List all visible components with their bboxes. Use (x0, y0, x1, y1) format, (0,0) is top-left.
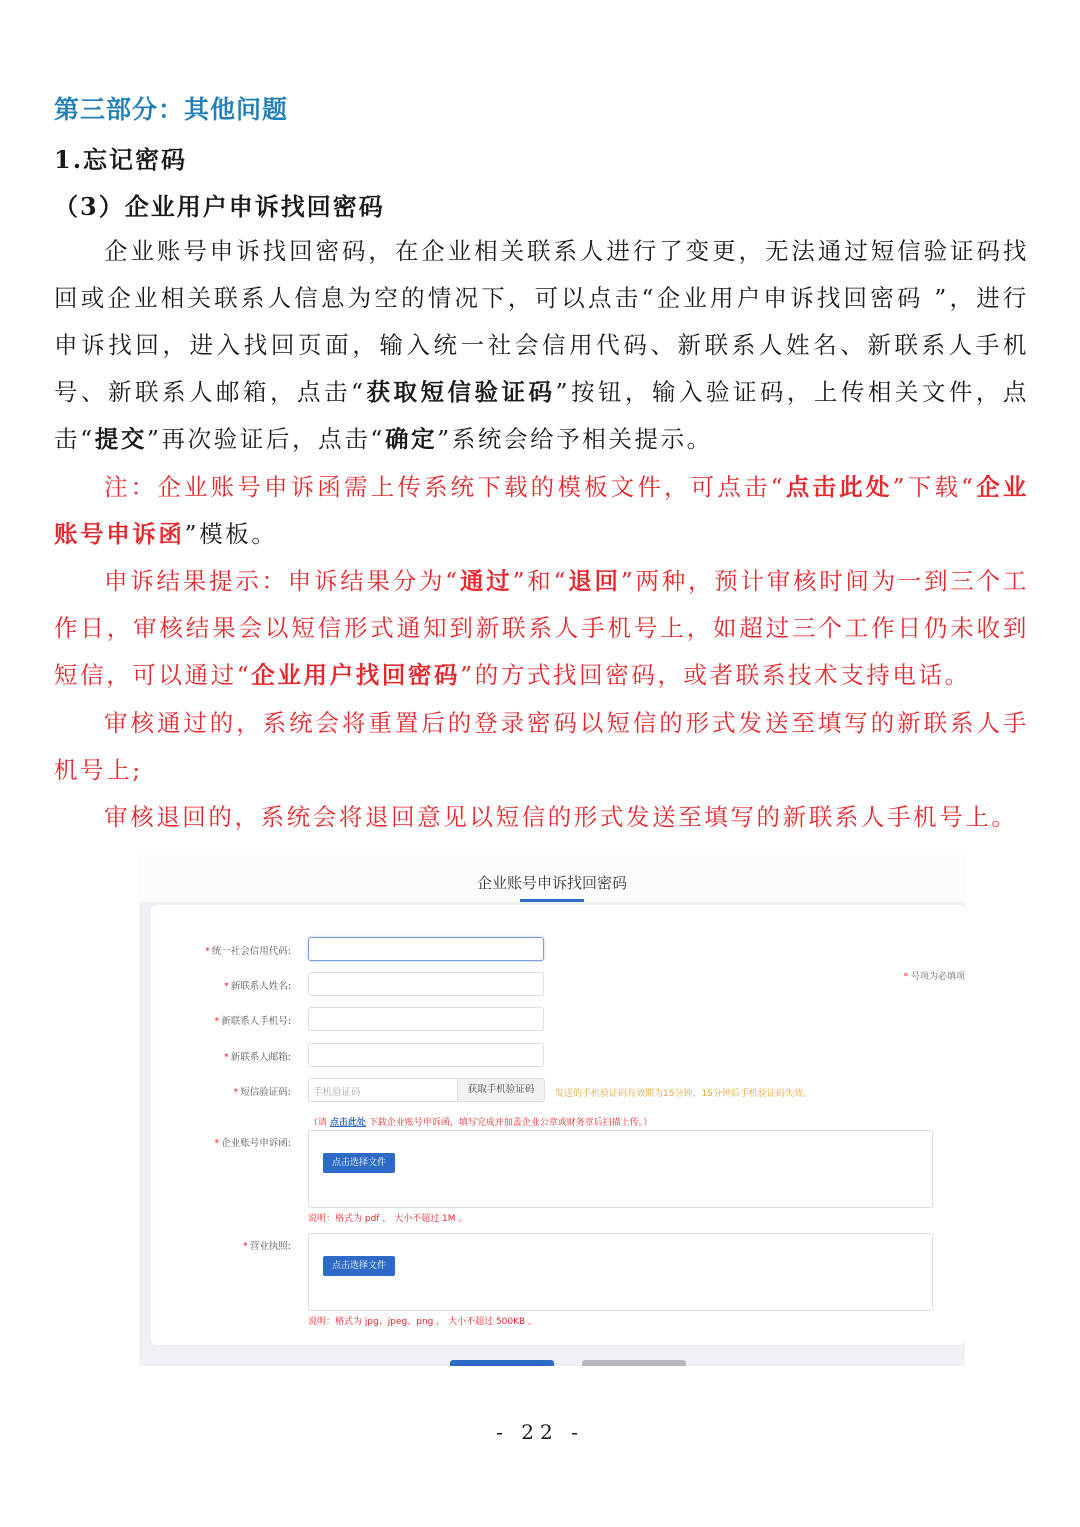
label-contact-phone: * 新联系人手机号: (214, 1016, 291, 1027)
section-title: 第三部分：其他问题 (54, 95, 289, 124)
form-header (139, 854, 965, 902)
template-note: （请 点击此处 下载企业账号申诉函，填写完成并加盖企业公章或财务章后扫描上传。） (309, 1118, 653, 1128)
cancel-button[interactable] (582, 1360, 686, 1366)
paragraph-result: 申诉结果提示：申诉结果分为“通过”和“退回”两种，预计审核时间为一到三个工作日，审核结果会以短信形式通知到新联系人手机号上，如超过三个工作日仍未收到短信，可以通过“企业用户找回密码”的方式找回密码，或者联系技术支持电话。 (54, 567, 1030, 689)
label-contact-email: * 新联系人邮箱: (224, 1052, 291, 1063)
label-credit-code: * 统一社会信用代码: (205, 946, 291, 957)
page-number: - 22 - (496, 1420, 584, 1444)
contact-phone-input[interactable] (308, 1007, 544, 1031)
download-template-link[interactable]: 点击此处 (329, 1118, 366, 1128)
form-title: 企业账号申诉找回密码 (476, 874, 627, 892)
contact-email-input[interactable] (308, 1043, 544, 1067)
license-upload-button[interactable]: 点击选择文件 (323, 1256, 395, 1276)
heading-forgot-password: 1.忘记密码 (54, 145, 188, 174)
license-desc: 说明：格式为 jpg、jpeg、png ， 大小不超过 500KB 。 (308, 1317, 538, 1327)
paragraph-note: 注：企业账号申诉函需上传系统下载的模板文件，可点击“点击此处”下载“企业账号申诉函”模板。 (54, 473, 1029, 548)
get-sms-code-button[interactable]: 获取手机验证码 (457, 1078, 545, 1102)
label-sms-code: * 短信验证码: (233, 1087, 291, 1098)
submit-button[interactable] (450, 1360, 554, 1366)
paragraph-approved: 审核通过的，系统会将重置后的登录密码以短信的形式发送至填写的新联系人手机号上; (54, 709, 1029, 784)
label-contact-name: * 新联系人姓名: (224, 981, 291, 992)
paragraph-rejected: 审核退回的，系统会将退回意见以短信的形式发送至填写的新联系人手机号上。 (104, 803, 1018, 831)
paragraph-intro: 企业账号申诉找回密码，在企业相关联系人进行了变更，无法通过短信验证码找回或企业相关联系人信息为空的情况下，可以点击“企业用户申诉找回密码 ”，进行申诉找回，进入找回页面，输入统一社会信用代码、新联系人姓名、新联系人手机号、新联系人邮箱，点击“获取短信验证码”按钮，输入验证码，上传相关文件，点击“提交”再次验证后，点击“确定”系统会给予相关提示。 (54, 237, 1029, 453)
appeal-form-screenshot (139, 854, 965, 1366)
sms-hint: 发送的手机验证码有效期为15分钟，15分钟后手机验证码失效。 (555, 1089, 812, 1099)
heading-appeal-recovery: （3）企业用户申诉找回密码 (54, 192, 385, 221)
license-upload (308, 1233, 933, 1311)
label-license: * 营业执照: (243, 1241, 291, 1252)
appeal-letter-desc: 说明：格式为 pdf ， 大小不超过 1M 。 (308, 1214, 468, 1224)
credit-code-input[interactable] (308, 937, 544, 961)
contact-name-input[interactable] (308, 972, 544, 996)
label-appeal-letter: * 企业账号申诉函: (214, 1138, 291, 1149)
appeal-letter-upload (308, 1130, 933, 1208)
form-card (151, 905, 965, 1345)
title-underline (520, 899, 584, 902)
appeal-letter-upload-button[interactable]: 点击选择文件 (323, 1153, 395, 1173)
required-note: * 号项为必填项 (903, 972, 965, 982)
sms-code-input[interactable]: 手机验证码 (308, 1078, 458, 1102)
